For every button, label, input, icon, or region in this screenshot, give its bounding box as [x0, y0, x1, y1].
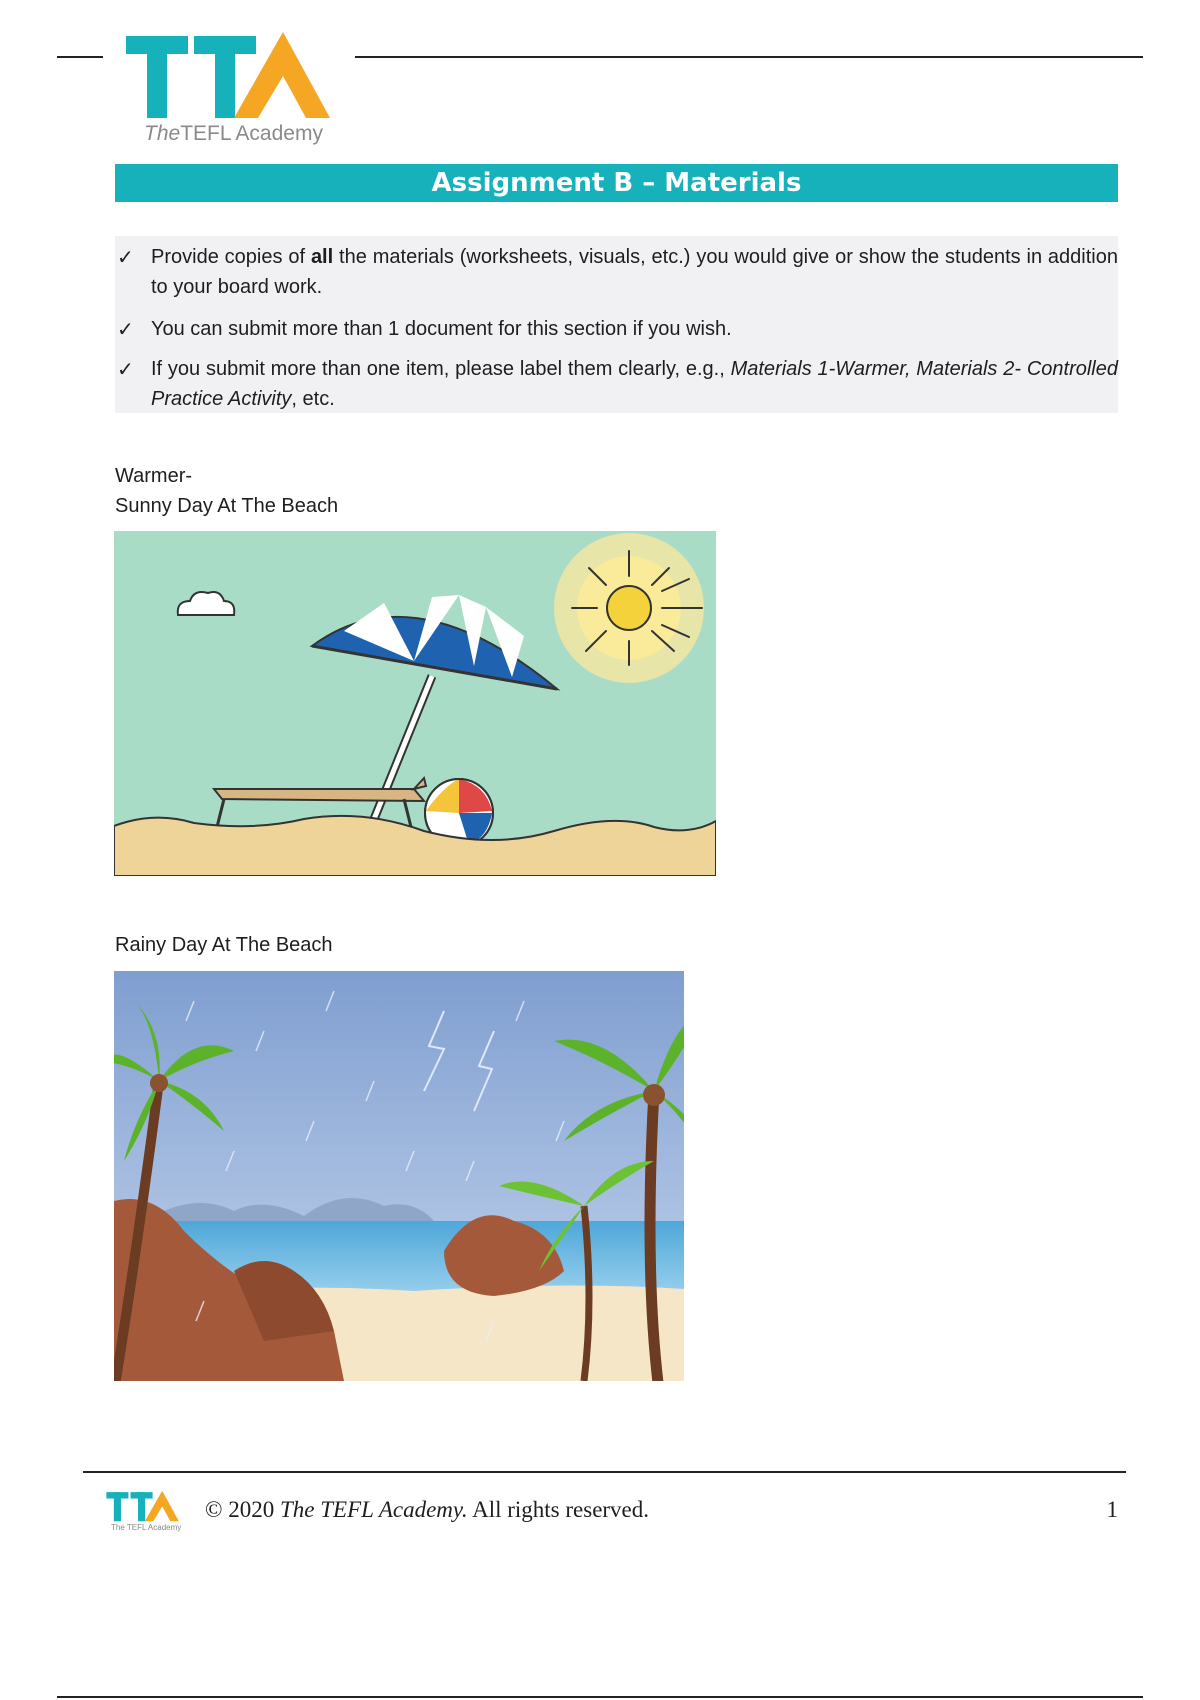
tta-logo — [124, 30, 334, 150]
checkmark-icon: ✓ — [117, 357, 134, 381]
copyright-text: © 2020 The TEFL Academy. All rights reserved. — [205, 1497, 650, 1522]
instruction-item — [115, 242, 1118, 302]
sunny-beach-illustration — [114, 531, 716, 876]
instruction-text: If you submit more than one item, please label them clearly, e.g., Materials 1-Warmer, Materials 2- Controlled Practice Activity, etc. — [151, 358, 1118, 410]
logo-subtitle-the: The — [144, 122, 181, 145]
footer-logo-subtitle: The TEFL Academy — [111, 1523, 182, 1532]
rainy-beach-illustration — [114, 971, 684, 1381]
tta-logo-subtitle — [144, 122, 323, 146]
checkmark-icon: ✓ — [117, 317, 134, 341]
section-label-line: Warmer- — [115, 465, 193, 487]
footer-rule — [83, 1471, 1126, 1473]
bottom-rule — [57, 1696, 1143, 1698]
instruction-item — [115, 314, 1118, 344]
footer-logo-mark — [103, 1490, 183, 1522]
instructions-box — [115, 236, 1118, 413]
instruction-text: You can submit more than 1 document for this section if you wish. — [151, 318, 732, 340]
header-rule-right — [355, 56, 1143, 58]
tta-logo-mark — [124, 30, 334, 120]
logo-subtitle-rest: TEFL Academy — [180, 122, 323, 145]
page-number: 1 — [1106, 1497, 1118, 1522]
checkmark-icon: ✓ — [117, 245, 134, 269]
footer-logo — [103, 1490, 183, 1534]
page-title: Assignment B – Materials — [115, 164, 1118, 202]
section-label-rainy: Rainy Day At The Beach — [115, 934, 333, 956]
section-label-line: Sunny Day At The Beach — [115, 495, 339, 517]
instruction-item — [115, 354, 1118, 414]
header-rule-left — [57, 56, 103, 58]
instruction-text: Provide copies of all the materials (worksheets, visuals, etc.) you would give or show the students in addition to your board work. — [151, 246, 1118, 298]
section-label-warmer — [115, 461, 338, 521]
